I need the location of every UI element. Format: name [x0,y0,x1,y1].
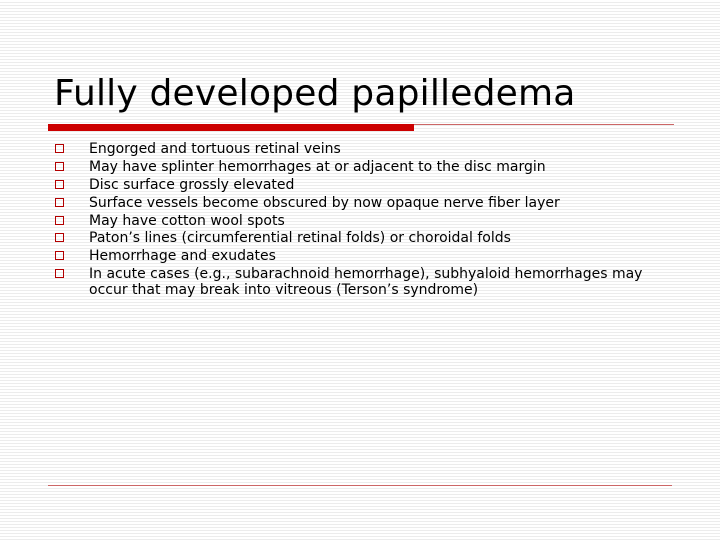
bullet-list [54,141,674,300]
footer-rule [48,485,672,486]
square-outline-icon [55,162,64,171]
square-outline-icon [55,269,64,278]
square-outline-icon [55,180,64,189]
bullet-item [54,141,674,157]
bullet-item [54,195,674,211]
title-underline-thin [414,124,674,125]
square-outline-icon [55,198,64,207]
bullet-text: Paton’s lines (circumferential retinal folds) or choroidal folds [89,230,511,247]
bullet-item [54,230,674,246]
square-outline-icon [55,216,64,225]
bullet-item [54,266,674,298]
bullet-text: In acute cases (e.g., subarachnoid hemorrhage), subhyaloid hemorrhages may occur that may break into vitreous (Terson’s syndrome) [89,266,643,299]
square-outline-icon [55,233,64,242]
bullet-text: Engorged and tortuous retinal veins [89,141,341,157]
bullet-item [54,248,674,264]
square-outline-icon [55,144,64,153]
bullet-text: Surface vessels become obscured by now opaque nerve fiber layer [89,194,560,211]
bullet-text: May have cotton wool spots [89,212,285,229]
bullet-text: May have splinter hemorrhages at or adjacent to the disc margin [89,158,546,175]
bullet-item [54,159,674,175]
bullet-text: Disc surface grossly elevated [89,176,295,193]
slide-title: Fully developed papilledema [54,73,576,114]
bullet-item [54,177,674,193]
square-outline-icon [55,251,64,260]
bullet-item [54,213,674,229]
title-underline-accent [48,124,414,131]
bullet-text: Hemorrhage and exudates [89,248,276,265]
